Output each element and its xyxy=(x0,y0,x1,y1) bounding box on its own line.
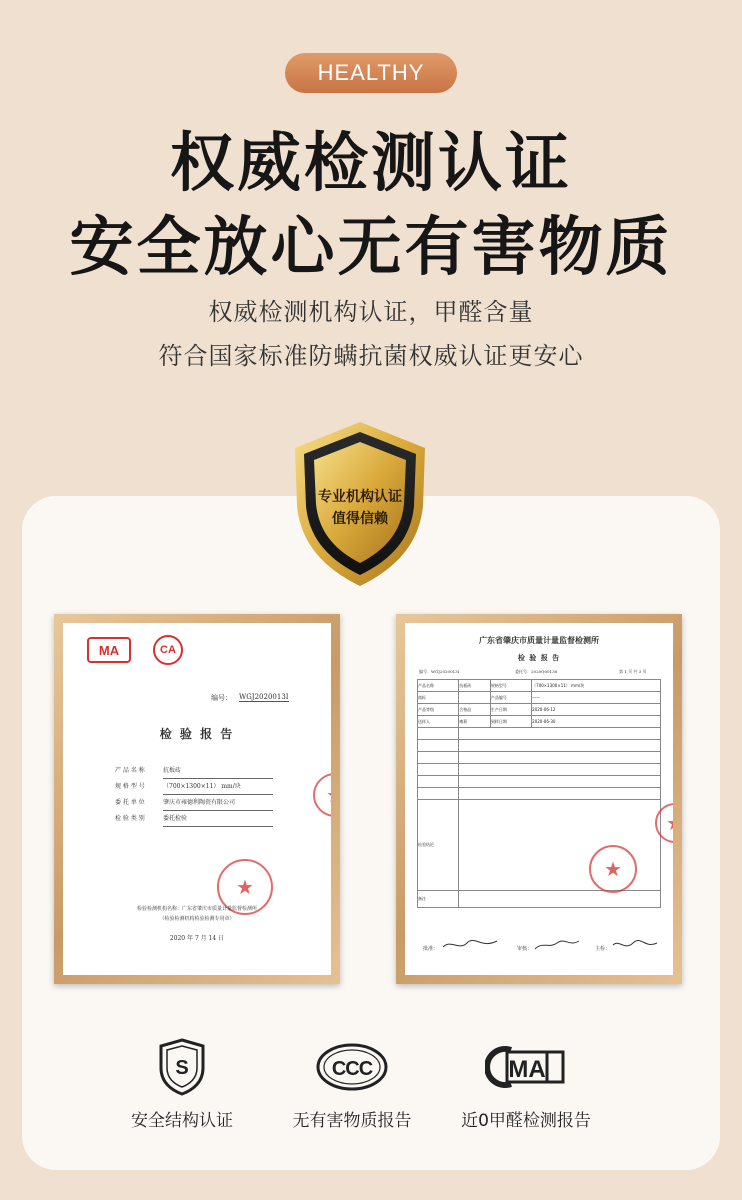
report2-page: 第 1 页 共 3 页 xyxy=(619,669,647,674)
report1-value-0: 抗板砖 xyxy=(163,763,273,779)
cert-cma xyxy=(426,1036,626,1131)
report2-no: 编号：WGJ2020013I xyxy=(419,669,460,674)
report2-seal xyxy=(589,845,637,893)
signature-3 xyxy=(611,937,661,953)
report2-cell: 2020-06-12 xyxy=(532,704,661,716)
cert-ccc xyxy=(252,1036,452,1131)
report1-label-3: 检 验 类 别 xyxy=(115,815,145,822)
report1-title: 检 验 报 告 xyxy=(159,727,235,741)
report-detail-paper xyxy=(405,623,673,975)
report-frame-cover xyxy=(54,614,340,984)
subtitle-line1: 权威检测机构认证，甲醛含量 xyxy=(208,298,534,326)
badge-line2: 值得信赖 xyxy=(332,511,388,527)
report2-cell xyxy=(459,692,491,704)
report2-cell: 产品编号 xyxy=(490,692,531,704)
badge-line1: 专业机构认证 xyxy=(318,489,402,505)
report2-side-seal xyxy=(655,803,673,843)
report2-cell: 送样人 xyxy=(418,716,459,728)
signature-1 xyxy=(441,937,501,953)
report1-serial: WGJ2020013I xyxy=(239,693,289,701)
signature-2 xyxy=(533,937,583,953)
svg-text:MA: MA xyxy=(508,1056,546,1083)
report1-row-values xyxy=(163,763,273,827)
cma-icon xyxy=(485,1044,567,1090)
report1-label-1: 规 格 型 号 xyxy=(115,783,145,790)
report1-row-labels xyxy=(115,763,145,827)
report2-remark-label: 备注 xyxy=(418,891,459,908)
report-cover-paper xyxy=(63,623,331,975)
cert-label-safety: 安全结构认证 xyxy=(131,1111,233,1131)
report1-side-seal xyxy=(313,773,331,817)
report1-value-3: 委托检验 xyxy=(163,811,273,827)
report2-cell: 产品等级 xyxy=(418,704,459,716)
report2-sign-review: 审核： xyxy=(517,946,533,952)
cert-label-cma: 近0甲醛检测报告 xyxy=(461,1111,591,1131)
report-frame-detail xyxy=(396,614,682,984)
s-shield-icon xyxy=(159,1038,205,1096)
page-title-line2: 安全放心无有害物质 xyxy=(69,211,673,285)
report2-cell: 合格品 xyxy=(459,704,491,716)
report2-title: 检 验 报 告 xyxy=(517,653,561,662)
report1-footer1: 检验检测机构名称：广东省肇庆市质量计量监督检测所 xyxy=(136,906,257,912)
shield-badge xyxy=(285,418,435,590)
ma-logo: MA xyxy=(87,637,131,663)
report2-sign-approve: 批准： xyxy=(423,946,439,952)
ccc-icon xyxy=(315,1042,389,1092)
healthy-pill: HEALTHY xyxy=(285,53,457,93)
report1-label-2: 委 托 单 位 xyxy=(115,799,145,806)
report2-cell: 规格型号 xyxy=(490,680,531,692)
report2-cell: 商标 xyxy=(418,692,459,704)
report2-conclusion-label: 检验结论 xyxy=(418,800,459,891)
report2-cell: —— xyxy=(532,692,661,704)
report2-cell: 产品名称 xyxy=(418,680,459,692)
report2-commission: 委托号：2020Q00138 xyxy=(515,669,558,674)
report1-footer2: （检验检测机构检验检测专用章） xyxy=(159,916,235,922)
report1-value-2: 肇庆市雍德利陶瓷有限公司 xyxy=(163,795,273,811)
cert-label-ccc: 无有害物质报告 xyxy=(292,1111,412,1131)
ca-logo: CA xyxy=(153,635,183,665)
report2-cell: 抗板砖 xyxy=(459,680,491,692)
report1-label-0: 产 品 名 称 xyxy=(115,767,145,774)
report2-sign-inspect: 主检： xyxy=(595,946,611,952)
report1-value-1: （700×1300×11） mm/块 xyxy=(163,779,273,795)
svg-text:CCC: CCC xyxy=(331,1058,373,1080)
svg-text:S: S xyxy=(175,1057,189,1079)
report2-cell: 2020-06-30 xyxy=(532,716,661,728)
report2-cell: （700×1300×11） mm/块 xyxy=(532,680,661,692)
report2-cell: 生产日期 xyxy=(490,704,531,716)
report1-date: 2020 年 7 月 14 日 xyxy=(169,935,225,942)
page-title-line1: 权威检测认证 xyxy=(170,127,572,201)
report2-cell: 到样日期 xyxy=(490,716,531,728)
subtitle-line2: 符合国家标准防螨抗菌权威认证更安心 xyxy=(158,342,584,370)
report2-org: 广东省肇庆市质量计量监督检测所 xyxy=(479,635,599,645)
report1-serial-label: 编号： xyxy=(211,694,232,702)
report2-cell: 雍莉 xyxy=(459,716,491,728)
